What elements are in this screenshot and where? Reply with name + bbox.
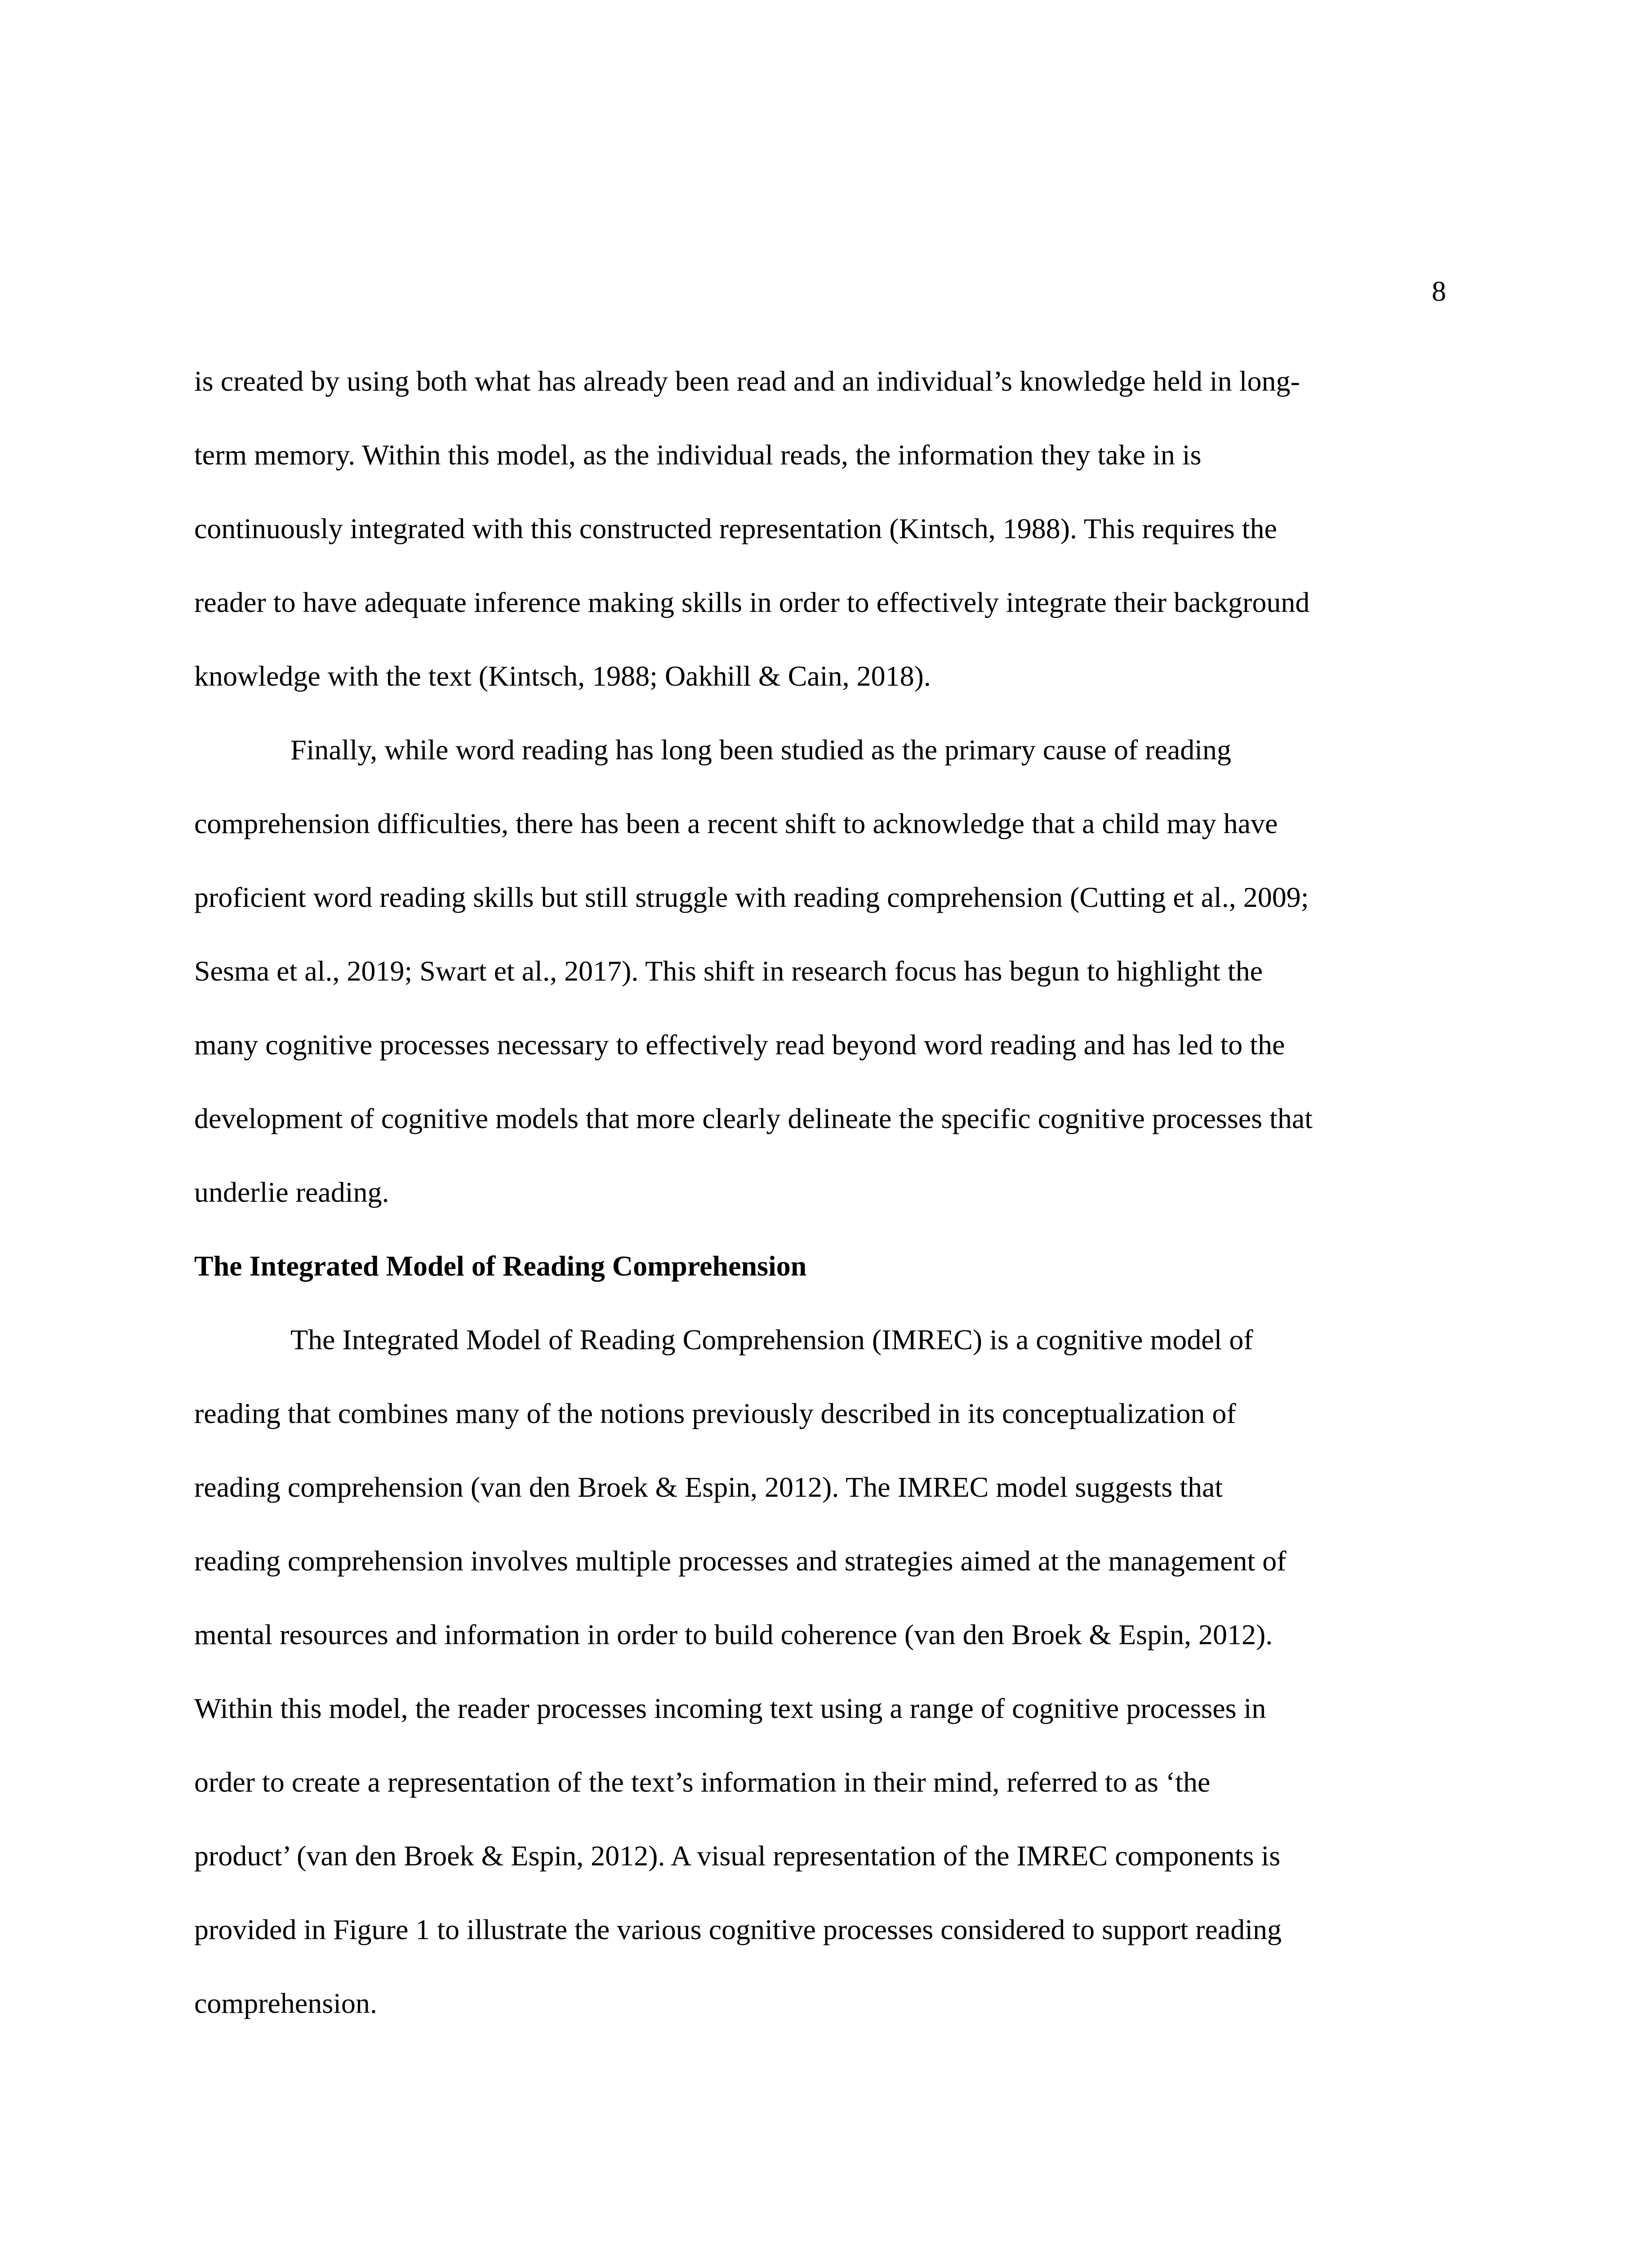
- text-line: reader to have adequate inference making skills in order to effectively integrate their background: [194, 586, 1310, 618]
- text-line: many cognitive processes necessary to effectively read beyond word reading and has led to the: [194, 1029, 1285, 1061]
- text-line: reading comprehension (van den Broek & Espin, 2012). The IMREC model suggests that: [194, 1471, 1223, 1503]
- text-line: Within this model, the reader processes incoming text using a range of cognitive processes in: [194, 1692, 1266, 1724]
- text-line: is created by using both what has already been read and an individual’s knowledge held in long-: [194, 365, 1300, 397]
- text-line: reading that combines many of the notions previously described in its conceptualization of: [194, 1397, 1236, 1429]
- text-line: order to create a representation of the text’s information in their mind, referred to as ‘the: [194, 1766, 1211, 1798]
- text-line: provided in Figure 1 to illustrate the various cognitive processes considered to support reading: [194, 1913, 1282, 1945]
- text-line: proficient word reading skills but still struggle with reading comprehension (Cutting et al., 2009;: [194, 881, 1309, 913]
- text-line: mental resources and information in order to build coherence (van den Broek & Espin, 2012).: [194, 1619, 1273, 1650]
- text-line: continuously integrated with this constructed representation (Kintsch, 1988). This requires the: [194, 513, 1277, 544]
- paragraph: [194, 732, 1448, 1248]
- text-line: product’ (van den Broek & Espin, 2012). A visual representation of the IMREC components is: [194, 1840, 1281, 1872]
- text-line: comprehension difficulties, there has been a recent shift to acknowledge that a child may have: [194, 807, 1278, 839]
- text-line: term memory. Within this model, as the individual reads, the information they take in is: [194, 439, 1202, 471]
- text-line: knowledge with the text (Kintsch, 1988; Oakhill & Cain, 2018).: [194, 660, 931, 692]
- body-text: [194, 363, 1448, 2059]
- text-line: Sesma et al., 2019; Swart et al., 2017). This shift in research focus has begun to highlight the: [194, 955, 1263, 987]
- text-line: underlie reading.: [194, 1176, 389, 1208]
- text-line: comprehension.: [194, 1987, 377, 2019]
- text-line: The Integrated Model of Reading Comprehension (IMREC) is a cognitive model of: [290, 1324, 1253, 1356]
- text-line: reading comprehension involves multiple processes and strategies aimed at the management of: [194, 1545, 1287, 1577]
- text-line: Finally, while word reading has long been studied as the primary cause of reading: [290, 734, 1232, 766]
- section-heading: The Integrated Model of Reading Comprehension: [194, 1250, 807, 1282]
- paragraph: [194, 363, 1448, 732]
- paragraph: [194, 1322, 1448, 2059]
- text-line: development of cognitive models that more clearly delineate the specific cognitive processes that: [194, 1102, 1313, 1134]
- page-number: 8: [1432, 275, 1446, 307]
